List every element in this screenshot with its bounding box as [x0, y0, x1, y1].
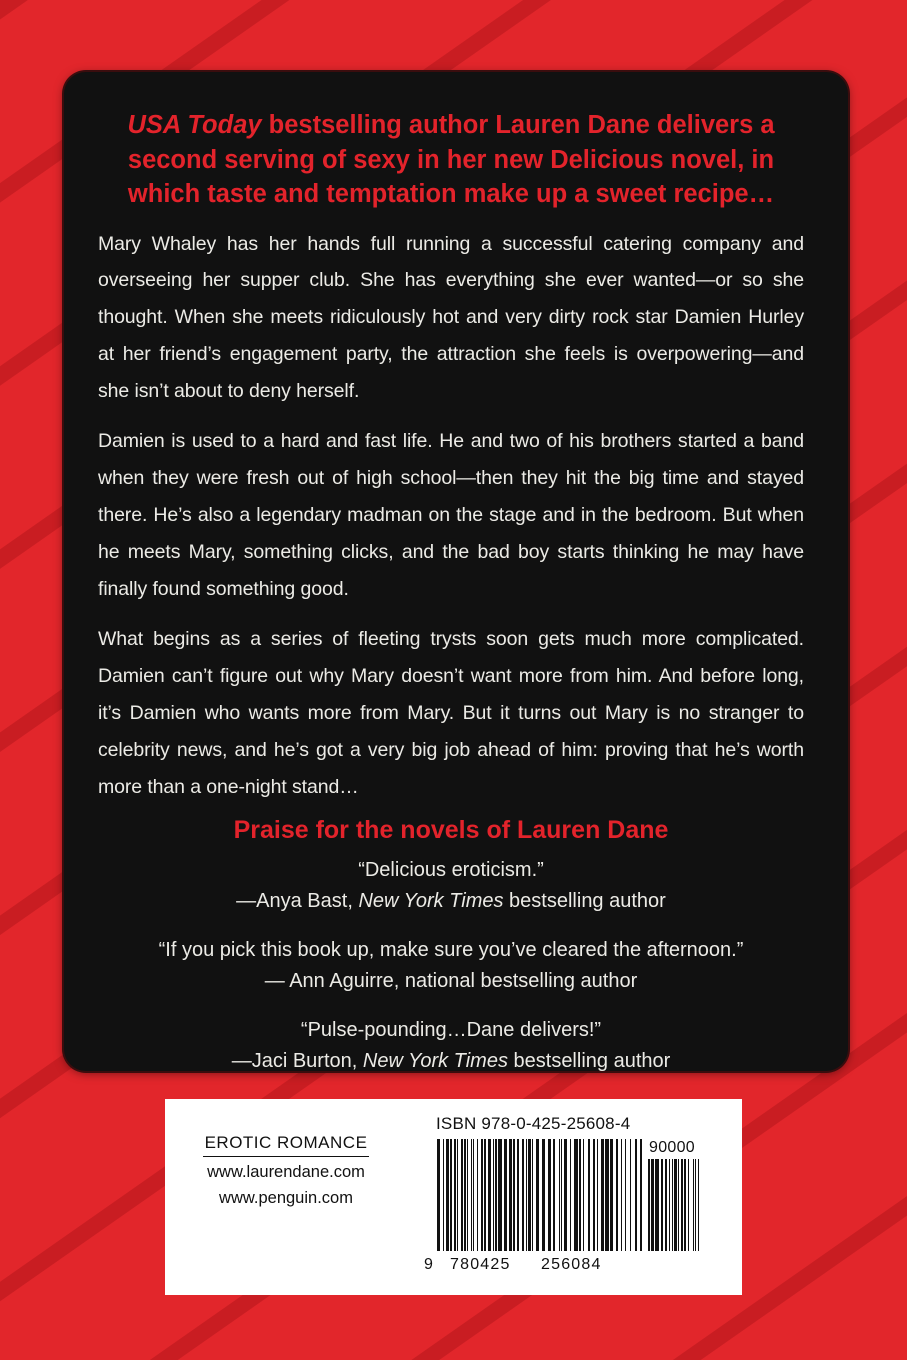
barcode-bar: [651, 1159, 654, 1251]
barcode-bar: [526, 1139, 527, 1251]
barcode-bar: [559, 1139, 560, 1251]
barcode-bar: [625, 1139, 626, 1251]
barcode-bar: [493, 1139, 494, 1251]
attribution-suffix: bestselling author: [507, 1050, 671, 1073]
barcode-bar: [517, 1139, 519, 1251]
hook-headline: [98, 108, 804, 212]
barcode-bar: [674, 1159, 677, 1251]
price-barcode: [648, 1159, 699, 1258]
barcode-bar: [498, 1139, 502, 1251]
barcode-bar: [464, 1139, 466, 1251]
barcode-bar: [610, 1139, 613, 1251]
barcode-bar: [574, 1139, 578, 1251]
barcode-bar: [553, 1139, 555, 1251]
barcode-bar: [504, 1139, 507, 1251]
isbn-text: ISBN 978-0-425-25608-4: [436, 1114, 631, 1133]
barcode-bar: [579, 1139, 581, 1251]
website-publisher: www.penguin.com: [219, 1189, 353, 1207]
barcode-bar: [461, 1139, 463, 1251]
barcode-bar: [532, 1139, 533, 1251]
isbn-barcode: [437, 1139, 642, 1258]
barcode-bar: [648, 1159, 650, 1251]
barcode-bar: [621, 1139, 622, 1251]
barcode-bar: [536, 1139, 539, 1251]
barcode-digits-right: 256084: [541, 1256, 602, 1273]
synopsis-paragraph-1: Mary Whaley has her hands full running a successful catering company and overseeing her supper club. She has everything she ever wanted—or so she thought. When she meets ridiculously hot and very dirty rock star Damien Hurley at her friend’s engagement party, the attraction she feels is overpowering—and she isn’t about to deny herself.: [98, 232, 804, 402]
attribution-suffix: bestselling author: [503, 890, 666, 913]
barcode-bar: [669, 1159, 670, 1251]
price-code: 90000: [649, 1139, 695, 1156]
barcode-bar: [488, 1139, 491, 1251]
attribution-name: —Jaci Burton,: [231, 1050, 363, 1073]
attribution-name: —Anya Bast,: [236, 890, 359, 913]
barcode-bar: [542, 1139, 545, 1251]
barcode-bar: [564, 1139, 567, 1251]
praise-quote: [98, 1015, 804, 1077]
genre-label: EROTIC ROMANCE: [203, 1133, 369, 1157]
barcode-bar: [661, 1159, 663, 1251]
praise-quote: [98, 855, 804, 917]
attribution-name: — Ann Aguirre, national bestselling author: [264, 970, 638, 993]
barcode-bar: [695, 1159, 696, 1251]
quote-text: “Pulse-pounding…Dane delivers!”: [300, 1019, 602, 1042]
barcode-bar: [450, 1139, 452, 1251]
barcode-bar: [437, 1139, 440, 1251]
barcode-bar: [601, 1139, 604, 1251]
barcode-bar: [484, 1139, 486, 1251]
barcode-bar: [477, 1139, 478, 1251]
barcode-bar: [467, 1139, 468, 1251]
quote-attribution: [98, 1046, 804, 1077]
barcode-bar: [684, 1159, 686, 1251]
barcode-bar: [672, 1159, 673, 1251]
synopsis-paragraph-3: What begins as a series of fleeting trysts soon gets much more complicated. Damien can’t figure out why Mary doesn’t want more from him. And before long, it’s Damien who wants more from Mary. But it turns out Mary is no stranger to celebrity news, and he’s got a very big job ahead of him: proving that he’s worth more than a one-night stand…: [98, 628, 804, 798]
barcode-bar: [561, 1139, 562, 1251]
website-author: www.laurendane.com: [207, 1163, 365, 1181]
barcode-bar: [473, 1139, 474, 1251]
barcode-bar: [630, 1139, 631, 1251]
barcode-bar: [471, 1139, 472, 1251]
quote-text: “Delicious eroticism.”: [358, 859, 544, 882]
barcode-bar: [640, 1139, 642, 1251]
attribution-publication: New York Times: [358, 890, 504, 913]
barcode-bar: [688, 1159, 689, 1251]
barcode-bar: [495, 1139, 497, 1251]
barcode-bar: [548, 1139, 551, 1251]
barcode-bar: [693, 1159, 694, 1251]
barcode-bar: [616, 1139, 618, 1251]
barcode-bar: [446, 1139, 449, 1251]
barcode-digits-left: 780425: [450, 1256, 511, 1273]
barcode-bar: [509, 1139, 512, 1251]
quote-attribution: [98, 966, 804, 997]
barcode-bar: [454, 1139, 456, 1251]
barcode-bar: [681, 1159, 683, 1251]
barcode-digit-first: 9: [424, 1256, 435, 1273]
quote-attribution: [98, 886, 804, 917]
barcode-bar: [635, 1139, 637, 1251]
barcode-bar: [513, 1139, 515, 1251]
praise-heading: Praise for the novels of Lauren Dane: [233, 816, 669, 845]
hook-text: bestselling author Lauren Dane delivers a second serving of sexy in her new Delicious novel, in which taste and temptation make up a sweet recipe…: [127, 111, 775, 208]
synopsis-paragraph-2: Damien is used to a hard and fast life. He and two of his brothers started a band when they were fresh out of high school—then they hit the big time and stayed there. He’s also a legendary madman on the stage and in the bedroom. But when he meets Mary, something clicks, and the bad boy starts thinking he may have finally found something good.: [98, 430, 804, 600]
barcode-bar: [698, 1159, 699, 1251]
barcode-bar: [597, 1139, 598, 1251]
barcode-bar: [588, 1139, 590, 1251]
barcode-bar: [655, 1159, 659, 1251]
barcode-bar: [522, 1139, 524, 1251]
barcode-bar: [528, 1139, 531, 1251]
blurb-panel: [64, 72, 848, 1071]
barcode-bar: [593, 1139, 595, 1251]
barcode-bar: [570, 1139, 571, 1251]
barcode-bar: [665, 1159, 667, 1251]
barcode-bar: [678, 1159, 679, 1251]
quote-text: “If you pick this book up, make sure you’ve cleared the afternoon.”: [158, 939, 744, 962]
barcode-bar: [481, 1139, 483, 1251]
hook-lead-italic: USA Today: [127, 111, 262, 139]
barcode-bar: [583, 1139, 584, 1251]
barcode-bar: [605, 1139, 609, 1251]
barcode-bar: [443, 1139, 444, 1251]
attribution-publication: New York Times: [362, 1050, 508, 1073]
praise-quote: [98, 935, 804, 997]
barcode-bar: [457, 1139, 458, 1251]
